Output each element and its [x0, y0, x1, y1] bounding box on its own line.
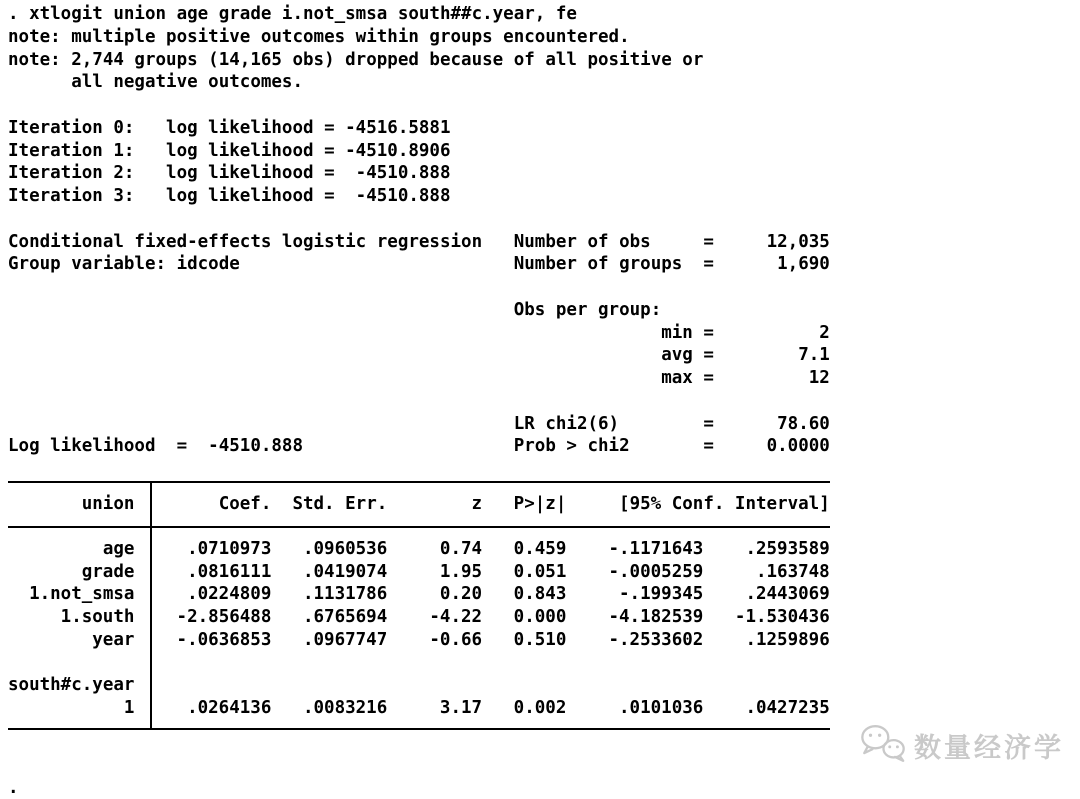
obs-min-line: min = 2: [8, 322, 830, 343]
prompt-line: .: [8, 778, 19, 799]
cell-std-err: [271, 652, 387, 675]
header-std-err: Std. Err.: [292, 494, 388, 515]
log-likelihood-line: Log likelihood = -4510.888 Prob > chi2 = 0.0000: [8, 436, 830, 457]
cell-separator: [134, 652, 155, 675]
note-line: note: multiple positive outcomes within groups encountered.: [8, 26, 630, 47]
command-line: . xtlogit union age grade i.not_smsa south##c.year, fe: [8, 4, 577, 24]
table-row-interaction-label: [8, 674, 830, 697]
blank-line: [8, 94, 1080, 117]
cell-separator: [134, 538, 155, 561]
table-body: [8, 528, 830, 728]
cell-separator: [134, 583, 155, 606]
iteration-line-0: Iteration 0: log likelihood = -4516.5881: [8, 117, 451, 138]
obs-max-line: max = 12: [8, 368, 830, 388]
cell-p-value: 0.459: [513, 538, 567, 559]
cell-variable: south#c.year: [8, 675, 135, 696]
cell-std-err: .6765694: [302, 607, 388, 627]
note-continuation-line: all negative outcomes.: [8, 72, 304, 93]
cell-z: 3.17: [439, 698, 483, 718]
cell-ci-high: .2593589: [745, 538, 830, 559]
blank-line: [8, 458, 1080, 481]
cell-separator: [134, 697, 155, 720]
table-row-south: [8, 606, 830, 629]
cell-variable: 1.not_smsa: [29, 584, 135, 605]
header-z: z: [471, 494, 483, 515]
table-row-age: [8, 538, 830, 561]
cell-p-value: 0.510: [513, 629, 567, 650]
table-header-row: [8, 483, 830, 528]
cell-z: [387, 674, 482, 697]
cell-separator: [134, 674, 155, 697]
cell-p-value: [482, 674, 566, 697]
cell-ci-low: -.2533602: [608, 629, 704, 650]
wechat-logo-icon: [858, 722, 908, 769]
table-row-not-smsa: [8, 583, 830, 606]
cell-std-err: [271, 674, 387, 697]
cell-z: 0.74: [439, 538, 483, 559]
cell-variable: grade: [81, 561, 135, 582]
table-row-year: [8, 629, 830, 652]
cell-std-err: .1131786: [302, 584, 388, 605]
obs-avg-line: avg = 7.1: [8, 345, 830, 366]
lr-chi2-line: LR chi2(6) = 78.60: [8, 413, 830, 434]
cell-coef: [155, 652, 271, 675]
cell-p-value: 0.000: [513, 607, 567, 627]
blank-line: [8, 208, 1080, 231]
cell-ci-low: [566, 652, 703, 675]
cell-variable: 1.south: [60, 607, 135, 627]
blank-line: [8, 276, 1080, 299]
model-title-obs-line: Conditional fixed-effects logistic regression Number of obs = 12,035: [8, 231, 830, 252]
coefficient-table: [8, 481, 830, 730]
table-row-blank: [8, 652, 830, 675]
table-row-interaction-value: [8, 697, 830, 720]
header-depvar: union: [81, 494, 135, 515]
cell-z: 1.95: [439, 561, 483, 582]
iteration-line-1: Iteration 1: log likelihood = -4510.8906: [8, 140, 451, 161]
cell-p-value: 0.002: [513, 698, 567, 718]
cell-ci-low: -.0005259: [608, 561, 704, 582]
cell-coef: -.0636853: [176, 629, 272, 650]
cell-z: 0.20: [439, 584, 483, 605]
cell-variable: age: [102, 538, 135, 559]
header-p-value: P>|z|: [513, 494, 567, 515]
cell-ci-high: -1.530436: [734, 607, 830, 627]
iteration-line-2: Iteration 2: log likelihood = -4510.888: [8, 163, 451, 184]
cell-ci-low: -.1171643: [608, 538, 704, 559]
header-coef: Coef.: [218, 494, 272, 515]
header-conf-interval: [95% Conf. Interval]: [619, 494, 830, 515]
cell-separator: [134, 629, 155, 652]
cell-ci-low: .0101036: [619, 698, 704, 718]
obs-per-group-line: Obs per group:: [8, 299, 662, 320]
cell-coef: -2.856488: [176, 607, 272, 627]
cell-ci-low: -.199345: [619, 584, 704, 605]
note-line: note: 2,744 groups (14,165 obs) dropped because of all positive or: [8, 49, 704, 70]
cell-ci-high: .163748: [755, 561, 830, 582]
cell-variable: year: [92, 629, 135, 650]
cell-z: [387, 652, 482, 675]
table-row-grade: [8, 561, 830, 584]
cell-coef: .0264136: [187, 698, 272, 718]
cell-ci-low: [566, 674, 703, 697]
cell-z: -4.22: [429, 607, 483, 627]
iteration-line-3: Iteration 3: log likelihood = -4510.888: [8, 186, 451, 206]
cell-p-value: 0.843: [513, 584, 567, 605]
cell-separator: [134, 561, 155, 584]
cell-ci-high: .0427235: [745, 698, 830, 718]
cell-ci-high: [703, 652, 829, 675]
cell-coef: .0710973: [187, 538, 272, 559]
cell-std-err: .0960536: [302, 538, 388, 559]
cell-coef: .0224809: [187, 584, 272, 605]
cell-p-value: [482, 652, 566, 675]
cell-ci-low: -4.182539: [608, 607, 704, 627]
cell-separator: [134, 606, 155, 629]
cell-z: -0.66: [429, 629, 483, 650]
group-variable-line: Group variable: idcode Number of groups = 1,690: [8, 254, 830, 275]
cell-variable: 1: [123, 698, 135, 718]
table-vertical-rule: [150, 483, 152, 728]
cell-std-err: .0967747: [302, 629, 388, 650]
cell-ci-high: [703, 674, 829, 697]
cell-coef: [155, 674, 271, 697]
watermark: [858, 722, 1064, 769]
cell-std-err: .0419074: [302, 561, 388, 582]
cell-coef: .0816111: [187, 561, 272, 582]
cell-p-value: 0.051: [513, 561, 567, 582]
cell-std-err: .0083216: [302, 698, 388, 718]
blank-line: [8, 390, 1080, 413]
cell-ci-high: .1259896: [745, 629, 830, 650]
cell-variable: [8, 652, 134, 675]
cell-ci-high: .2443069: [745, 584, 830, 605]
watermark-text: 数量经济学: [914, 733, 1064, 764]
